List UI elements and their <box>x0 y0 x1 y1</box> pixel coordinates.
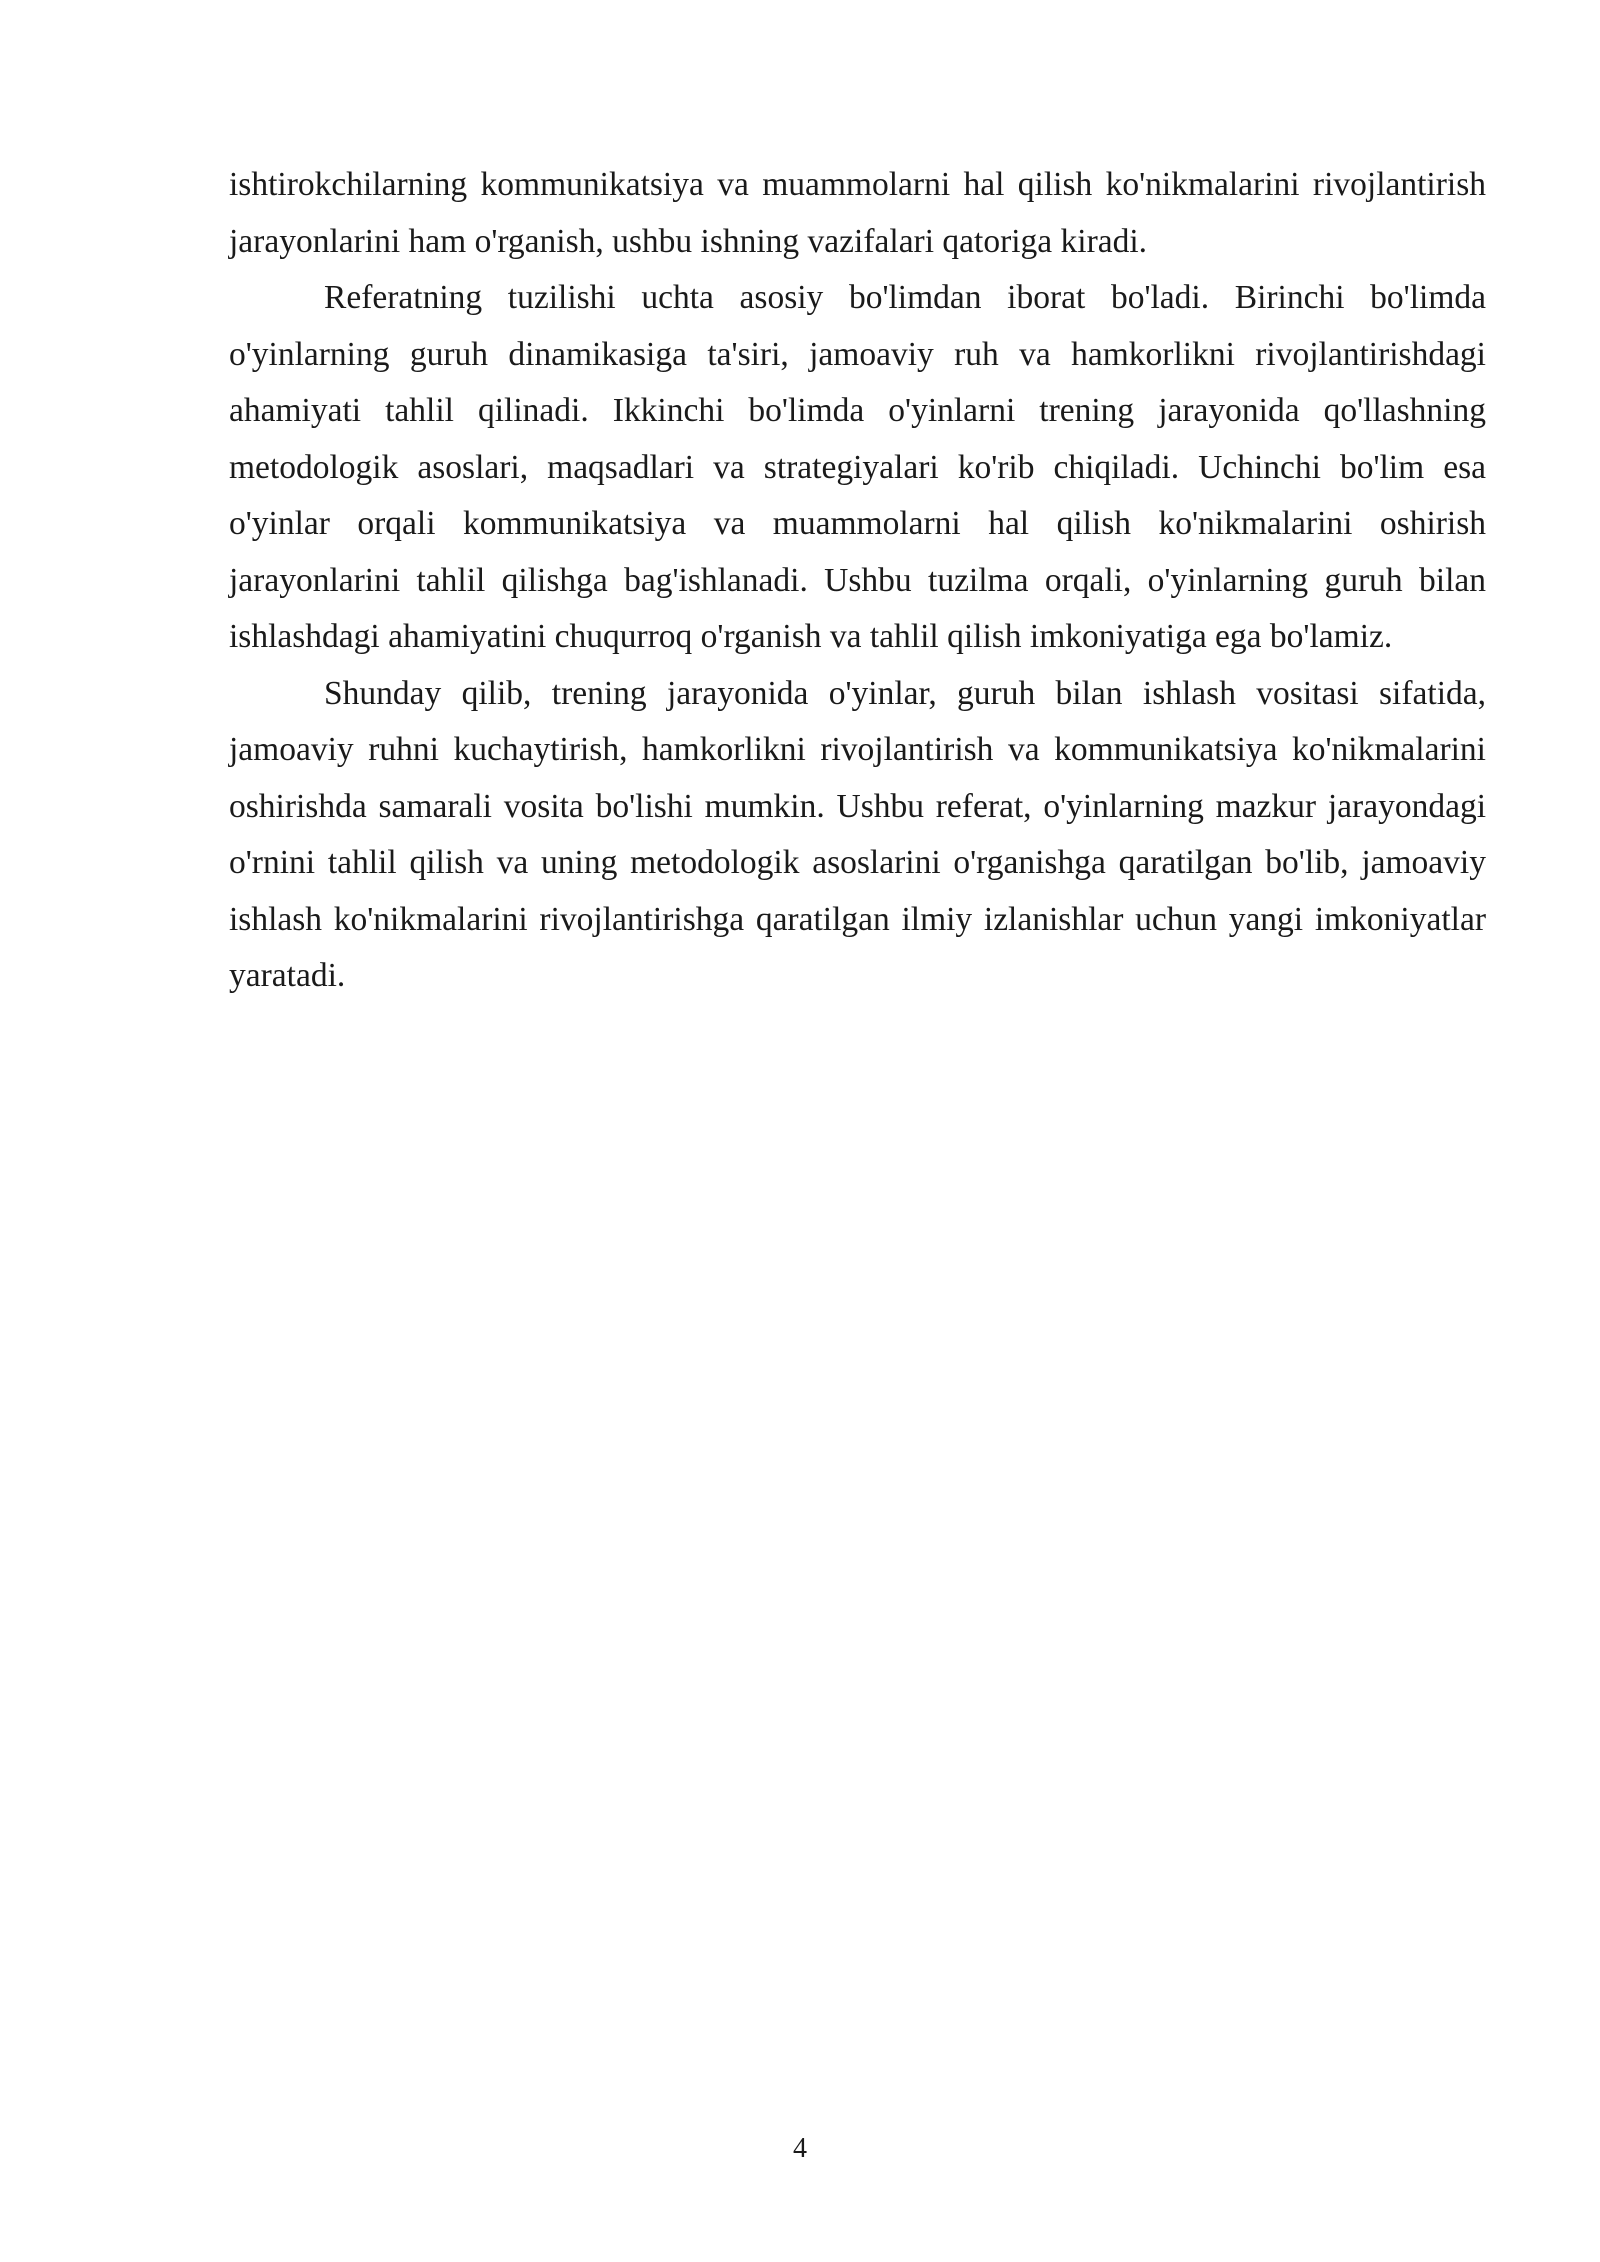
page-number: 4 <box>793 2133 807 2164</box>
body-text <box>229 157 1486 1005</box>
paragraph-continuation: ishtirokchilarning kommunikatsiya va muammolarni hal qilish ko'nikmalarini rivojlantirish jarayonlarini ham o'rganish, ushbu ishning vazifalari qatoriga kiradi. <box>229 166 1486 260</box>
paragraph-conclusion: Shunday qilib, trening jarayonida o'yinlar, guruh bilan ishlash vositasi sifatida, jamoaviy ruhni kuchaytirish, hamkorlikni rivojlantirish va kommunikatsiya ko'nikmalarini oshirishda samarali vosita bo'lishi mumkin. Ushbu referat, o'yinlarning mazkur jarayondagi o'rnini tahlil qilish va uning metodologik asoslarini o'rganishga qaratilgan bo'lib, jamoaviy ishlash ko'nikmalarini rivojlantirishga qaratilgan ilmiy izlanishlar uchun yangi imkoniyatlar yaratadi. <box>229 674 1486 994</box>
paragraph-structure: Referatning tuzilishi uchta asosiy bo'limdan iborat bo'ladi. Birinchi bo'limda o'yinlarning guruh dinamikasiga ta'siri, jamoaviy ruh va hamkorlikni rivojlantirishdagi ahamiyati tahlil qilinadi. Ikkinchi bo'limda o'yinlarni trening jarayonida qo'llashning metodologik asoslari, maqsadlari va strategiyalari ko'rib chiqiladi. Uchinchi bo'lim esa o'yinlar orqali kommunikatsiya va muammolarni hal qilish ko'nikmalarini oshirish jarayonlarini tahlil qilishga bag'ishlanadi. Ushbu tuzilma orqali, o'yinlarning guruh bilan ishlashdagi ahamiyatini chuqurroq o'rganish va tahlil qilish imkoniyatiga ega bo'lamiz. <box>229 279 1486 655</box>
